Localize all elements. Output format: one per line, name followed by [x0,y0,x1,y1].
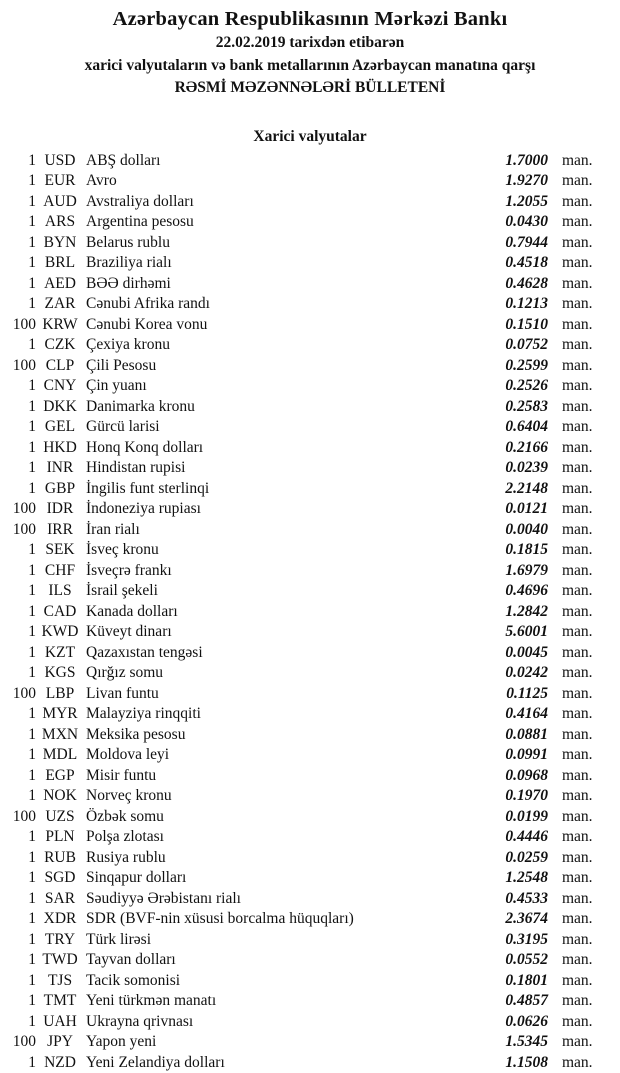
quantity-cell: 1 [28,828,36,845]
unit-cell: man. [562,766,593,784]
currency-code-cell: TWD [42,951,78,968]
currency-name-cell: Kanada dolları [86,602,178,620]
currency-name-cell: ABŞ dolları [86,151,161,169]
unit-cell: man. [562,643,593,661]
unit-cell: man. [562,1053,593,1071]
currency-name-cell: Yeni Zelandiya dolları [86,1053,225,1071]
rate-row [8,745,606,766]
rate-row [8,315,606,336]
quantity-cell: 100 [12,356,36,374]
rate-row [8,233,606,254]
rate-value-cell: 0.2166 [505,438,548,456]
rate-row [8,294,606,315]
rate-value-cell: 1.9270 [505,172,548,189]
currency-name-cell: İsveçrə frankı [86,561,172,579]
rate-value-cell: 0.2599 [505,356,548,374]
rate-value-cell: 0.6404 [505,418,548,435]
rate-value-cell: 0.3195 [505,930,548,948]
quantity-cell: 100 [12,520,36,538]
currency-code-cell: CNY [43,377,77,394]
currency-name-cell: Gürcü larisi [86,418,160,435]
unit-cell: man. [562,971,593,989]
quantity-cell: 1 [28,582,36,599]
currency-name-cell: Özbək somu [86,807,164,825]
unit-cell: man. [562,541,593,558]
currency-name-cell: Çili Pesosu [86,356,157,374]
currency-code-cell: ARS [44,213,76,230]
exchange-rates-table [0,151,620,1073]
rate-row [8,397,606,418]
currency-code-cell: BYN [43,233,77,251]
unit-cell: man. [562,582,593,599]
currency-code-cell: INR [46,459,74,476]
currency-code-cell: UAH [43,1012,77,1030]
unit-cell: man. [562,992,593,1009]
quantity-cell: 1 [28,1012,36,1030]
currency-code-cell: EUR [44,172,76,189]
rate-row [8,848,606,869]
currency-code-cell: CZK [44,336,76,353]
unit-cell: man. [562,500,593,517]
quantity-cell: 1 [28,274,36,292]
rate-row [8,725,606,746]
rate-row [8,991,606,1012]
rate-value-cell: 0.4857 [505,992,548,1009]
quantity-cell: 1 [28,766,36,784]
currency-code-cell: XDR [43,910,77,927]
rate-value-cell: 0.1815 [505,541,548,558]
currency-name-cell: Meksika pesosu [86,725,186,743]
unit-cell: man. [562,459,593,476]
currency-name-cell: Çin yuanı [86,377,147,394]
currency-code-cell: IRR [47,520,73,538]
rate-value-cell: 1.2842 [505,602,548,620]
rate-value-cell: 0.0968 [505,766,548,784]
unit-cell: man. [562,213,593,230]
currency-name-cell: Tacik somonisi [86,971,181,989]
rate-value-cell: 0.2526 [505,377,548,394]
currency-code-cell: EGP [45,766,75,784]
rate-value-cell: 0.4164 [505,705,548,722]
unit-cell: man. [562,705,593,722]
currency-code-cell: USD [44,151,76,169]
currency-code-cell: KWD [41,623,79,640]
quantity-cell: 1 [28,377,36,394]
currency-code-cell: UZS [45,807,75,825]
rate-value-cell: 0.0040 [505,520,548,538]
rate-value-cell: 0.0121 [505,500,548,517]
currency-code-cell: MXN [41,725,79,743]
unit-cell: man. [562,910,593,927]
quantity-cell: 100 [12,684,36,702]
currency-code-cell: CAD [43,602,77,620]
currency-name-cell: Avstraliya dolları [86,192,194,210]
rate-value-cell: 0.0239 [505,459,548,476]
quantity-cell: 1 [28,910,36,927]
rate-value-cell: 0.0552 [505,951,548,968]
currency-code-cell: AUD [43,192,77,210]
quantity-cell: 100 [12,807,36,825]
currency-name-cell: Cənubi Afrika randı [86,295,210,312]
quantity-cell: 1 [28,705,36,722]
quantity-cell: 1 [28,848,36,866]
rate-row [8,786,606,807]
currency-name-cell: İngilis funt sterlinqi [86,479,210,497]
quantity-cell: 1 [28,459,36,476]
unit-cell: man. [562,315,593,333]
currency-code-cell: JPY [47,1033,73,1050]
quantity-cell: 1 [28,951,36,968]
rate-row [8,868,606,889]
currency-name-cell: Qırğız somu [86,664,164,681]
rate-row [8,581,606,602]
currency-name-cell: İndoneziya rupiası [86,500,201,517]
unit-cell: man. [562,746,593,763]
rate-row [8,274,606,295]
currency-code-cell: NOK [43,787,77,804]
unit-cell: man. [562,377,593,394]
quantity-cell: 1 [28,151,36,169]
quantity-cell: 100 [12,1033,36,1050]
rate-value-cell: 0.0991 [505,746,548,763]
rate-row [8,335,606,356]
currency-code-cell: KZT [44,643,76,661]
rate-row [8,930,606,951]
currency-code-cell: AED [44,274,76,292]
currency-code-cell: KRW [42,315,78,333]
rate-row [8,192,606,213]
unit-cell: man. [562,192,593,210]
currency-code-cell: RUB [44,848,76,866]
quantity-cell: 1 [28,541,36,558]
quantity-cell: 1 [28,213,36,230]
currency-code-cell: ZAR [44,295,76,312]
rate-row [8,520,606,541]
quantity-cell: 1 [28,643,36,661]
currency-name-cell: Yeni türkmən manatı [86,992,217,1009]
unit-cell: man. [562,930,593,948]
currency-code-cell: ILS [48,582,72,599]
rate-value-cell: 0.2583 [505,397,548,415]
rate-value-cell: 0.0430 [505,213,548,230]
rate-row [8,376,606,397]
quantity-cell: 1 [28,992,36,1009]
currency-code-cell: CHF [44,561,76,579]
unit-cell: man. [562,951,593,968]
currency-code-cell: NZD [44,1053,76,1071]
currency-name-cell: Rusiya rublu [86,848,166,866]
unit-cell: man. [562,787,593,804]
rate-value-cell: 1.2055 [505,192,548,210]
quantity-cell: 100 [12,315,36,333]
rate-row [8,827,606,848]
bulletin-title: RƏSMİ MƏZƏNNƏLƏRİ BÜLLETENİ [174,79,446,96]
unit-cell: man. [562,397,593,415]
rate-value-cell: 0.1125 [506,684,548,702]
rate-row [8,643,606,664]
currency-code-cell: CLP [45,356,75,374]
currency-name-cell: Malayziya rinqqiti [86,705,201,722]
currency-code-cell: KGS [44,664,76,681]
unit-cell: man. [562,233,593,251]
currency-name-cell: SDR (BVF-nin xüsusi borcalma hüquqları) [86,910,354,927]
currency-code-cell: MYR [42,705,78,722]
currency-name-cell: Cənubi Korea vonu [86,315,208,333]
quantity-cell: 1 [28,172,36,189]
rate-row [8,417,606,438]
unit-cell: man. [562,1012,593,1030]
rate-value-cell: 1.1508 [505,1053,548,1071]
quantity-cell: 1 [28,602,36,620]
unit-cell: man. [562,274,593,292]
quantity-cell: 1 [28,787,36,804]
unit-cell: man. [562,869,593,886]
currency-name-cell: Avro [86,172,117,189]
rate-row [8,1053,606,1073]
rate-value-cell: 0.0259 [505,848,548,866]
rate-value-cell: 0.0752 [505,336,548,353]
unit-cell: man. [562,828,593,845]
unit-cell: man. [562,479,593,497]
currency-name-cell: Sinqapur dolları [86,869,187,886]
quantity-cell: 1 [28,869,36,886]
rate-row [8,950,606,971]
unit-cell: man. [562,418,593,435]
unit-cell: man. [562,172,593,189]
unit-cell: man. [562,889,593,907]
quantity-cell: 1 [28,254,36,271]
quantity-cell: 1 [28,623,36,640]
rate-row [8,704,606,725]
unit-cell: man. [562,807,593,825]
rate-row [8,663,606,684]
unit-cell: man. [562,254,593,271]
currency-code-cell: GBP [44,479,76,497]
currency-code-cell: SEK [45,541,75,558]
unit-cell: man. [562,602,593,620]
currency-code-cell: TJS [47,971,73,989]
rate-value-cell: 0.7944 [505,233,548,251]
quantity-cell: 1 [28,233,36,251]
currency-name-cell: Misir funtu [86,766,157,784]
bulletin-subtitle: xarici valyutaların və bank metallarının Azərbaycan manatına qarşı [84,56,536,74]
currency-name-cell: Qazaxıstan tengəsi [86,643,203,661]
currency-name-cell: Belarus rublu [86,233,170,251]
rate-row [8,253,606,274]
unit-cell: man. [562,438,593,456]
bank-title: Azərbaycan Respublikasının Mərkəzi Bankı [112,8,508,30]
currency-code-cell: TRY [44,930,76,948]
currency-name-cell: İsrail şekeli [86,582,158,599]
rate-value-cell: 2.2148 [505,479,548,497]
currency-name-cell: İran rialı [86,520,140,538]
currency-code-cell: SAR [44,889,76,907]
unit-cell: man. [562,623,593,640]
currency-code-cell: DKK [43,397,77,415]
unit-cell: man. [562,336,593,353]
bulletin-header [0,6,620,100]
currency-name-cell: Argentina pesosu [86,213,194,230]
currency-code-cell: SGD [44,869,76,886]
quantity-cell: 100 [12,500,36,517]
currency-name-cell: BƏƏ dirhəmi [86,274,171,292]
unit-cell: man. [562,684,593,702]
rate-row [8,458,606,479]
rate-value-cell: 0.4518 [505,254,548,271]
currency-code-cell: HKD [43,438,77,456]
rate-value-cell: 0.0881 [505,725,548,743]
quantity-cell: 1 [28,746,36,763]
currency-code-cell: TMT [43,992,77,1009]
rate-row [8,909,606,930]
rate-value-cell: 1.6979 [505,561,548,579]
currency-name-cell: Hindistan rupisi [86,459,186,476]
rate-row [8,602,606,623]
currency-name-cell: Livan funtu [86,684,159,702]
unit-cell: man. [562,520,593,538]
currency-code-cell: PLN [45,828,75,845]
currency-code-cell: MDL [42,746,78,763]
currency-code-cell: IDR [46,500,74,517]
quantity-cell: 1 [28,971,36,989]
unit-cell: man. [562,561,593,579]
rate-value-cell: 0.4696 [505,582,548,599]
quantity-cell: 1 [28,889,36,907]
unit-cell: man. [562,1033,593,1050]
rate-row [8,807,606,828]
currency-name-cell: İsveç kronu [86,541,159,558]
currency-code-cell: GEL [44,418,76,435]
rate-value-cell: 0.4628 [505,274,548,292]
currency-code-cell: LBP [45,684,75,702]
currency-code-cell: BRL [44,254,76,271]
rate-value-cell: 0.4446 [505,828,548,845]
currency-name-cell: Tayvan dolları [86,951,176,968]
currency-name-cell: Honq Konq dolları [86,438,204,456]
unit-cell: man. [562,151,593,169]
rate-value-cell: 0.4533 [505,889,548,907]
currency-name-cell: Moldova leyi [86,746,170,763]
rate-row [8,971,606,992]
quantity-cell: 1 [28,336,36,353]
unit-cell: man. [562,848,593,866]
unit-cell: man. [562,356,593,374]
quantity-cell: 1 [28,930,36,948]
quantity-cell: 1 [28,561,36,579]
currency-name-cell: Çexiya kronu [86,336,170,353]
quantity-cell: 1 [28,725,36,743]
unit-cell: man. [562,725,593,743]
unit-cell: man. [562,295,593,312]
rate-value-cell: 0.0242 [505,664,548,681]
rate-value-cell: 0.1510 [505,315,548,333]
rate-value-cell: 0.1970 [505,787,548,804]
currency-name-cell: Danimarka kronu [86,397,195,415]
rate-value-cell: 5.6001 [505,623,548,640]
rate-row [8,622,606,643]
currency-name-cell: Ukrayna qrivnası [86,1012,194,1030]
rate-row [8,171,606,192]
rate-value-cell: 0.1213 [505,295,548,312]
rate-row [8,540,606,561]
rate-row [8,766,606,787]
quantity-cell: 1 [28,664,36,681]
currency-name-cell: Braziliya rialı [86,254,172,271]
rate-value-cell: 0.1801 [505,971,548,989]
rate-value-cell: 0.0045 [505,643,548,661]
rate-row [8,684,606,705]
rate-value-cell: 0.0199 [505,807,548,825]
rate-value-cell: 0.0626 [505,1012,548,1030]
unit-cell: man. [562,664,593,681]
currency-name-cell: Səudiyyə Ərəbistanı rialı [86,889,241,907]
rate-row [8,561,606,582]
rate-row [8,438,606,459]
quantity-cell: 1 [28,418,36,435]
quantity-cell: 1 [28,438,36,456]
rate-row [8,151,606,172]
effective-date-line: 22.02.2019 tarixdən etibarən [215,34,405,51]
rate-row [8,1032,606,1053]
rate-value-cell: 1.2548 [505,869,548,886]
rate-row [8,1012,606,1033]
rate-row [8,889,606,910]
rate-row [8,499,606,520]
rate-value-cell: 1.7000 [505,151,548,169]
currency-name-cell: Norveç kronu [86,787,172,804]
rate-value-cell: 1.5345 [505,1033,548,1050]
currency-name-cell: Küveyt dinarı [86,623,172,640]
quantity-cell: 1 [28,295,36,312]
currency-name-cell: Polşa zlotası [86,828,164,845]
section-title-foreign-currencies: Xarici valyutalar [253,127,367,145]
rate-row [8,212,606,233]
currency-name-cell: Türk lirəsi [86,930,151,948]
quantity-cell: 1 [28,397,36,415]
quantity-cell: 1 [28,192,36,210]
rate-row [8,479,606,500]
currency-name-cell: Yapon yeni [86,1033,157,1050]
quantity-cell: 1 [28,1053,36,1071]
rate-row [8,356,606,377]
rate-value-cell: 2.3674 [505,910,548,927]
quantity-cell: 1 [28,479,36,497]
